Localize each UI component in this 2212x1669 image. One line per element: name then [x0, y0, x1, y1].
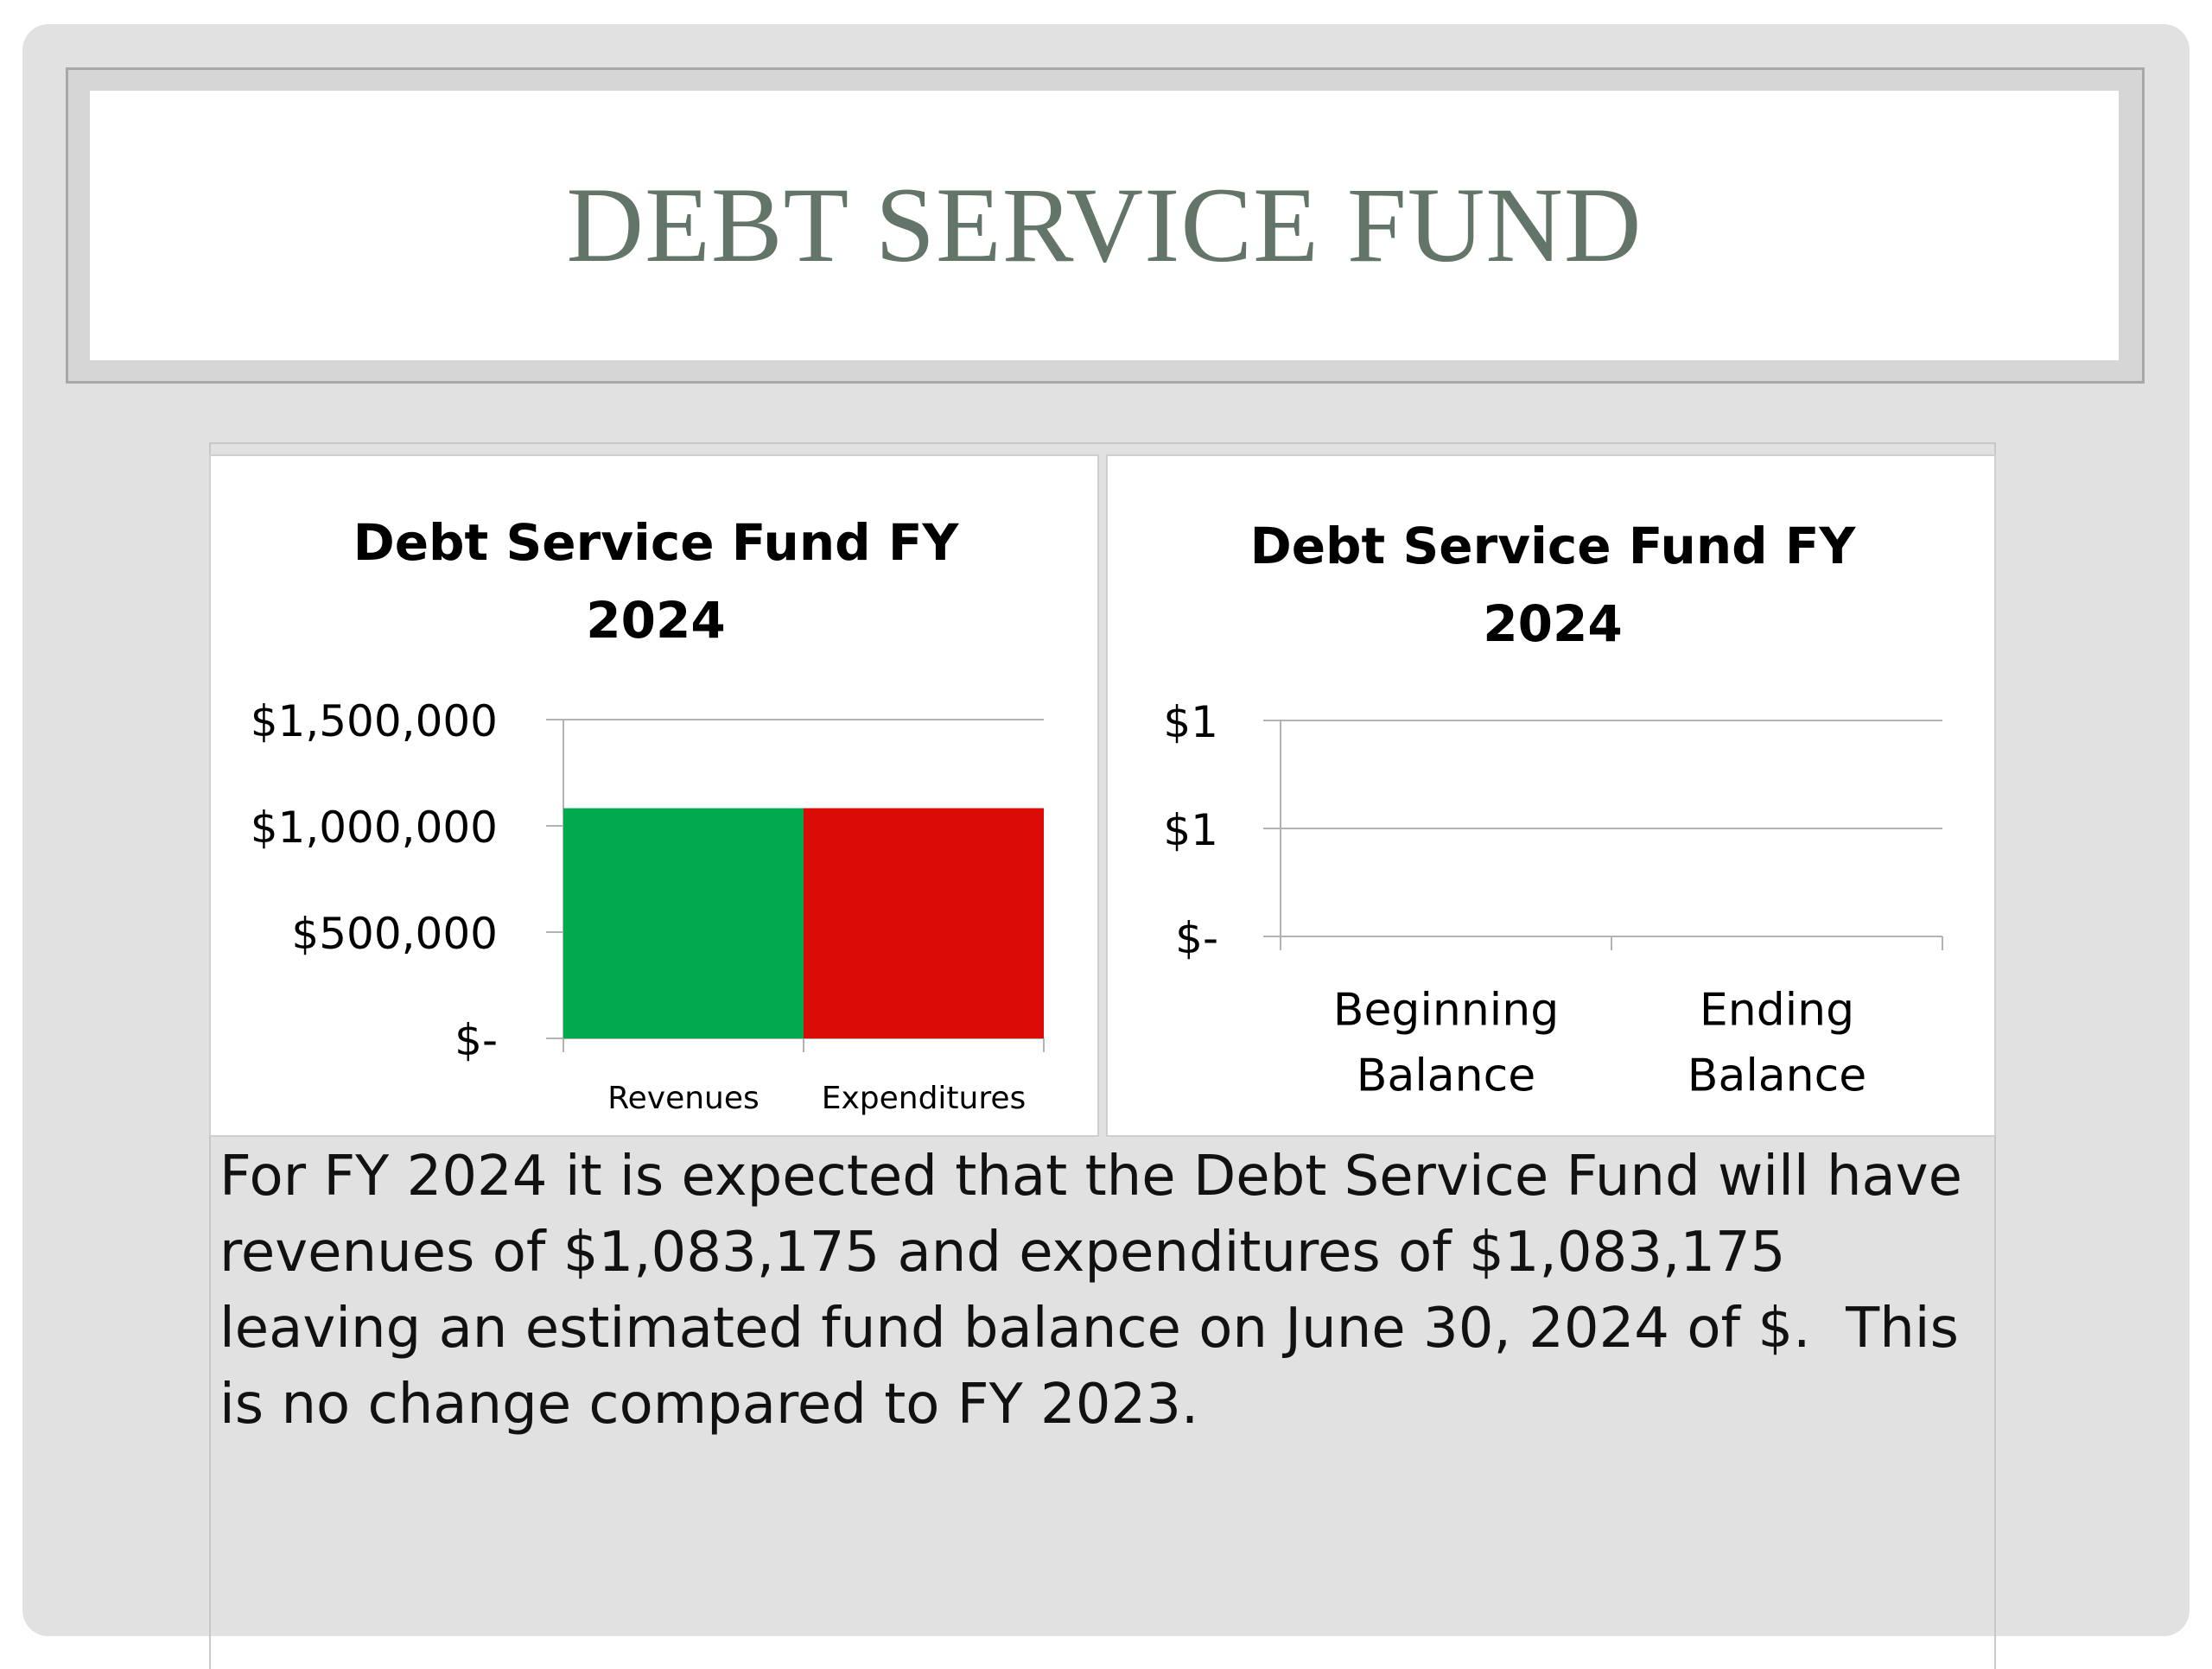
y-tick-label: $1,000,000: [250, 803, 498, 853]
chart-title-line: Debt Service Fund FY: [1249, 517, 1856, 575]
fund-balance-chart-svg: [1108, 456, 1998, 1139]
revenue-expenditure-chart: [209, 454, 1099, 1137]
revenue-expenditure-chart-svg: [211, 456, 1101, 1139]
x-category-label: Beginning: [1332, 984, 1560, 1037]
chart-title-line: 2024: [586, 591, 726, 650]
slide-title: DEBT SERVICE FUND: [566, 166, 1643, 284]
y-tick-label: $-: [1175, 913, 1218, 963]
x-category-label: Balance: [1356, 1050, 1536, 1102]
chart-title-line: 2024: [1483, 594, 1623, 653]
bar-expenditures: [804, 809, 1044, 1038]
x-category-label: Expenditures: [821, 1080, 1027, 1116]
y-tick-label: $1: [1163, 697, 1218, 747]
fund-balance-chart: [1106, 454, 1996, 1137]
summary-paragraph: For FY 2024 it is expected that the Debt Service Fund will have revenues of $1,083,175 and expenditures of $1,083,175 leaving an estimated fund balance on June 30, 2024 of $. This is no change compared to FY 2023.: [219, 1145, 1980, 1437]
chart-title-line: Debt Service Fund FY: [353, 513, 959, 572]
x-category-label: Ending: [1699, 984, 1855, 1037]
x-category-label: Revenues: [607, 1080, 760, 1116]
y-tick-label: $500,000: [291, 909, 498, 959]
bar-revenues: [563, 809, 804, 1038]
y-tick-label: $1,500,000: [250, 696, 498, 746]
x-category-label: Balance: [1687, 1050, 1867, 1102]
y-tick-label: $-: [454, 1015, 498, 1065]
y-tick-label: $1: [1163, 805, 1218, 855]
title-box: [90, 91, 2119, 360]
